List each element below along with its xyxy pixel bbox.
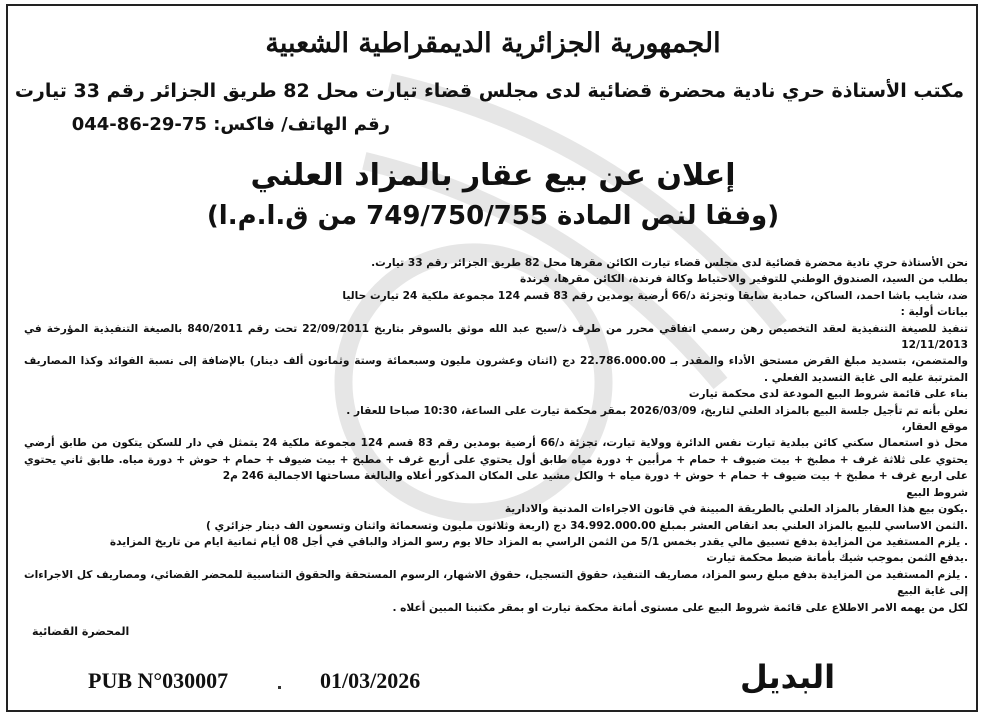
- footer: [0, 658, 986, 708]
- phone-fax: رقم الهاتف/ فاكس: 75-29-86-044: [71, 114, 390, 135]
- footer-dot: [278, 686, 281, 689]
- notice-title: إعلان عن بيع عقار بالمزاد العلني: [250, 158, 736, 193]
- body-paragraph: .يدفع الثمن بموجب شيك بأمانة ضبط محكمة تيارت: [706, 552, 968, 565]
- publication-date: 01/03/2026: [320, 668, 421, 693]
- body-paragraph: تنفيذ للصيغة التنفيذية لعقد التخصيص رهن رسمي اتفاقي محرر من طرف ذ/سيح عبد الله موثق بالسوقر بتاريخ 22/09/2011 تحت رقم 840/2011 بالصيغة التنفيذية المؤرخة في 12/11/2013: [24, 322, 968, 352]
- body-paragraph: شروط البيع: [906, 486, 968, 499]
- notice-body: [24, 255, 968, 616]
- body-paragraph: نعلن بأنه تم تأجيل جلسة البيع بالمزاد العلني لتاريخ، 2026/03/09 بمقر محكمة تيارت على الساعة، 10:30 صباحا للعقار .: [346, 404, 968, 417]
- republic-header: الجمهورية الجزائرية الديمقراطية الشعبية: [265, 28, 721, 59]
- body-paragraph: نحن الأستاذة حري نادية محضرة قضائية لدى مجلس قضاء تيارت الكائن مقرها محل 82 طريق الجزائر رقم 33 تيارت.: [371, 257, 968, 269]
- newspaper-name: البديل: [740, 658, 836, 696]
- body-paragraph: . يلزم المستفيد من المزايدة بدفع مبلغ رسو المزاد، مصاريف التنفيذ، حقوق التسجيل، حقوق الاشهار، الرسوم المستحقة والحقوق التناسبية للمحضر القضائي، ومصاريف كل الاجراءات إلى غاية البيع: [24, 568, 968, 598]
- notice-legal-basis: (وفقا لنص المادة 749/750/755 من ق.ا.م.ا): [206, 201, 780, 231]
- body-paragraph: . يلزم المستفيد من المزايدة بدفع تسبيق مالي يقدر بخمس 5/1 من الثمن الراسي به المزاد حالا يوم رسو المزاد والباقي في أجل 08 أيام ثمانية ايام من تاريخ المزايدة: [109, 535, 968, 548]
- body-paragraph: بناء على قائمة شروط البيع المودعة لدى محكمة تيارت: [688, 388, 968, 401]
- office-address: مكتب الأستاذة حري نادية محضرة قضائية لدى مجلس قضاء تيارت محل 82 طريق الجزائر رقم 33 تيارت: [14, 80, 964, 102]
- pub-number: PUB N°030007: [88, 668, 229, 693]
- body-paragraph: بيانات أولية :: [900, 306, 968, 319]
- body-paragraph: .الثمن الاساسي للبيع بالمزاد العلني بعد انقاص العشر بمبلغ 34.992.000.00 دج (اربعة وثلاثون مليون وتسعمائة واثنان وتسعون الف دينار جزائري ): [205, 519, 968, 532]
- body-paragraph: موقع العقار،: [901, 421, 968, 434]
- body-paragraph: لكل من يهمه الامر الاطلاع على قائمة شروط البيع على مستوى أمانة محكمة تيارت او بمقر مكتبنا المبين أعلاه .: [392, 601, 968, 614]
- body-paragraph: محل ذو استعمال سكني كائن ببلدية تيارت نفس الدائرة وولاية تيارت، تجزئة د/66 أرضية بومدين رقم 83 قسم 124 مجموعة ملكية 24 يتمثل في دار للسكن يتكون من طابق أرضي يحتوي على ثلاثة غرف + مطبخ + بيت ضيوف + حمام + مرأبين + دورة مياه طابق أول يحتوي على أربع غرف + مطبخ + بيت ضيوف + حمام + حوش + دورة مياه. طابق ثاني يحتوي على اربع غرف + مطبخ + بيت ضيوف + حمام + حوش + دورة مياه + والكل مشيد على المكان المذكور أعلاه والبالغة مساحتها الاجمالية 246 م2: [24, 437, 968, 483]
- body-paragraph: .يكون بيع هذا العقار بالمزاد العلني بالطريقة المبينة في قانون الاجراءات المدنية والادارية: [504, 503, 968, 516]
- body-paragraph: بطلب من السيد، الصندوق الوطني للتوفير والاحتياط وكالة فرندة، الكائن مقرها، فرندة: [520, 273, 968, 286]
- body-paragraph: ضد، شايب باشا احمد، الساكن، حمادية سابقا وتجزئة د/66 أرضية بومدين رقم 83 قسم 124 مجموعة ملكية 24 تيارت حاليا: [342, 289, 968, 302]
- bailiff-signature: المحضرة القضائية: [32, 625, 130, 638]
- body-paragraph: والمتضمن، بتسديد مبلغ القرض مستحق الأداء والمقدر بـ 22.786.000.00 دج (اثنان وعشرون مليون وسبعمائة وستة وثمانون ألف دينار) بالإضافة إلى نسبة الفوائد وكذا المصاريف المترتبة عليه الى غاية التسديد الفعلي .: [24, 355, 968, 384]
